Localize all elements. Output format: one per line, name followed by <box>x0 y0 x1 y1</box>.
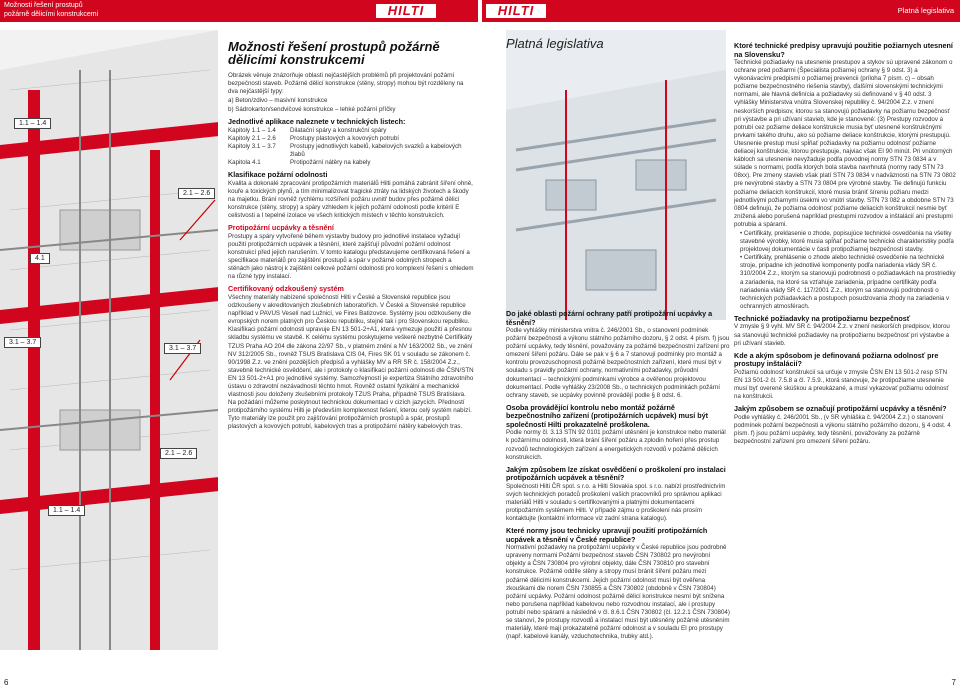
body-paragraph: Požiarnú odolnosť konštrukcií sa určuje v zmysle ČSN EN 13 501-2 resp STN EN 13 501-2 čl. 7.5.8 a čl. 7.5.9., ktorá stanovuje, že protipožiarne utesnenie musí byť overené skúškou a preukázané, a musí vykazovať požiarnu odolnosť na konštrukcii. <box>734 368 949 400</box>
page-number: 6 <box>4 678 9 687</box>
body-paragraph: Podle normy čl. 3.13 STN 92 0101 požární utěsnění je konstrukce nebo materiál k požárnímu odolnosti, která brání šíření požáru a zplodin hoření přes prostup rozvodů technologických zařízení a energetických rozvodů v požárně dělicích konstrukcích. <box>506 429 726 461</box>
page-number: 7 <box>951 678 956 687</box>
section-heading: Protipožární ucpávky a těsnění <box>228 223 334 233</box>
question-heading: Jakým způsobem lze získat osvědčení o proškolení pro instalaci protipožárních ucpávek a těsnění? <box>506 464 726 483</box>
section-heading: Klasifikace požární odolnosti <box>228 170 328 180</box>
body-paragraph: Společnosti Hilti ČR spol. s r.o. a Hilti Slovakia spol. s r.o. nabízí prostřednictvím svých technických poradců proškolení vašich pracovníků pro správnou aplikaci materiálů Hilti v souladu s certifikovanými a platnými dokumentacemi protipožárním systémem Hilti. V případě zájmu o proškolení nás prosím kontaktujte (kontaktní informace viz zadní strana katalogu). <box>506 482 726 523</box>
page-title: Možnosti řešení prostupů požárně dělicími konstrukcemi <box>228 39 440 67</box>
question-heading: Technické požiadavky na protipožiarnu bezpečnosť <box>734 313 911 323</box>
intro-paragraph: Obrázek věnuje znázorňuje oblasti nejčastějších problémů při projektování požární bezpečnosti staveb. Požárně dělicí konstrukce (stěny, stropy) mohou být rozděleny na dva nejčastější typy: <box>228 72 464 96</box>
question-heading: Do jaké oblasti požární ochrany patří protipožární ucpávky a těsnění? <box>506 309 713 327</box>
legislation-title: Platná legislativa <box>506 36 604 51</box>
chapter-row: Kapitoly 2.1 – 2.6 Prostupy plastových a kovových potrubí <box>228 135 400 143</box>
hilti-logo: HILTI <box>486 4 546 18</box>
question-heading: Jakým způsobem se označují protipožární ucpávky a těsnění? <box>734 404 947 414</box>
body-paragraph: Kvalita a dokonalé zpracování protipožárních materiálů Hilti pomáhá zabránit šíření ohně, kouře a toxických plynů, a tím minimalizovat tragické ztráty na lidských životech a škody na majetku. Brání rovněž rychlému rozšíření požáru uvnitř budov přes požárně dělicí konstrukce (stěny, stropy) a spáry vzhledem k jejich požární odolnosti podle kritérií E celistvosti a I tepelné izolace ve všech kritických místech v těchto konstrukcích. <box>228 179 473 220</box>
body-paragraph: Technické požiadavky na utesnenie prestupov a stykov sú upravené zákonom o ochrane pred požiarmi (Špecialista požiarnej ochrany § 9 odst. 3) a vykonávacími predpismi o požiarnej prevencii (príloha 7 písm. c) – obsah požiarne bezpečnostného riešenia stavby), ďalšími slovenskými technickými normami, ale hlavná definícia a požiadavky sú definované v § 40 odst. 3 vyhlášky Ministerstva vnútra Slovenskej republiky č. 94/2004 Z.z. v znení neskorších predpisov, ktorou sa stanovujú požiadavky na požiarnu bezpečnosť pri výstavbe a pri užívaní stavieb, kde je stanovené: (3) Prestupy rozvodov a potrubí cez požiarne deliace konštrukcie musia byť utesnené konštrukčnými prvkami takého druhu, ako sú požiarne deliace konštrukcie, ktorými prestupujú. Utesnenie prestup musí spĺňať požiadavky na požiarnu odolnosť požiarne deliacej konštrukcie, ktorou prestupuje, najviac však EI 90 minút. Pri vnútorných kábloch sa utesnenie nevyžaduje podľa povodnej normy STN 73 0834 a v súlade s normami, podľa ktorých bola stavba navrhnutá (normy rady STN 73 08xx). Pre zmeny stavieb však platí STN 73 0834 v nadväznosti na STN 73 0802 pre nevýrobné stavby a STN 73 0804 pre výrobné stavby. Tie definujú funkciu požiarne deliacich konštrukcií, ktoré musia brániť šíreniu požiaru medzi jednotlivými požiarnymi úsekmi vo vnútri stavby. STN 73 082 a obdobne STN 73 0804 definujú, že požiarna odolnosť požiarne deliacich konštrukcií nesmie byť znížená alebo porušená napríklad prestupmi rozvodov a inštalácií ani prestupmi potrubia a spárami. <box>734 59 956 228</box>
label-chapter: 3.1 – 3.7 <box>4 337 41 348</box>
label-chapter: 2.1 – 2.6 <box>160 448 197 459</box>
chapter-row: Kapitola 4.1 Protipožární nátěry na kabely <box>228 159 371 167</box>
label-chapter: 1.1 – 1.4 <box>14 118 51 129</box>
column-slovak <box>734 42 956 447</box>
body-paragraph: V zmysle § 9 vyhl. MV SR č. 94/2004 Z.z. v znení neskorších predpisov, ktorou sa stanovujú technické požiadavky na protipožiarnu bezpečnosť pri výstavbe a pri užívaní stavieb. <box>734 323 950 347</box>
section-heading: Certifikovaný odzkoušený systém <box>228 284 344 294</box>
column-intro <box>228 40 474 433</box>
body-paragraph: Podle vyhlášky ministerstva vnitra č. 246/2001 Sb., o stanovení podmínek požární bezpečnosti a výkonu státního požárního dozoru, § 2 odst. 4 písm. f) jsou požární ucpávky, tedy těsnění, považovány za požárně bezpečnostní zařízení pro omezení šíření požáru. Dále se pak v § 6 a 7 stanovují podmínky pro montáž a kontrolu provozuschopnosti požárně bezpečnostních zařízení, které musí být v souladu s pravidly požární ochrany, normativními požadavky, průvodní dokumentací – technickými podmínkami výrobce a ověřenou projektovou dokumentací. Podle vyhlášky 23/2008 Sb., o technických podmínkách požární ochrany staveb, se ucpávky povinně provádějí podle § 8 odst. 6. <box>506 327 730 399</box>
header-bar-right <box>482 0 960 22</box>
hilti-logo: HILTI <box>376 4 436 18</box>
label-chapter: 3.1 – 3.7 <box>164 343 201 354</box>
header-section-title: Možnosti řešení prostupů požárně dělicími konstrukcemi <box>4 2 99 18</box>
section-heading: Jednotlivé aplikace naleznete v technických listech: <box>228 117 406 127</box>
body-paragraph: Všechny materiály nabízené společností Hilti v České a Slovenské republice jsou odzkoušeny v akreditovaných zkušebních laboratořích. V České a Slovenské republice například v PAVUS Veselí nad Lužnicí, ve Fires Batizovce. Systémy jsou odzkoušeny dle evropských norem platných pro Českou republiku, stejně tak i pro Slovenskou republiku. Klasifikaci požární odolnosti upravuje EN 13 501-2+A1, která vymezuje použití a přesnou skladbu systému ve stavbě. K celému systému poskytujeme veškeré nezbytné Certifikáty TZUS Praha AO 204 dle zákona 22/97 Sb., v platném znění a NV 163/2002 Sb., ve znění NV 312/2005 Sb., rovněž TSUS Bratislava CIS 04, Fires SK 01 v souladu se zákonem č. 90/1998 Z.z. ve znění pozdějších předpisů a vyhlášky MV a RR SR č. 158/2004 Z.z., stavebně technické osvědčení, ale i protokoly o klasifikaci požární odolnosti dle ČSN/STN EN 13 501-2+A1 pro jednotlivé systémy. Samozřejmostí je expertiza Státního zdravotního ústavu o zdravotní nezávadnosti těchto hmot. Rovněž ostatní fyzikální a mechanické vlastnosti jsou doloženy zkušebními protokoly TZUS Praha, případně TSUS Bratislava. Na požádání můžeme poskytnout technickou dokumentaci v cizích jazycích. Předností protipožárního systému Hilti je především komplexnost řešení, kterou celý systém nabízí. Tyto materiály lze použít pro zajišťování protipožárních prostupů a spár, prostupů plastových a kovových potrubí, kabelových tras a protipožární nátěry kabelových tras. <box>228 293 474 431</box>
question-heading: Které normy jsou technicky upravují použití protipožárních ucpávek a těsnění v České republice? <box>506 526 708 544</box>
body-paragraph: Podle vyhlášky č. 246/2001 Sb., (v SR vyhláška č. 94/2004 Z.z.) o stanovení podmínek požární bezpečnosti a výkonu státního požárního dozoru, § 4 odst. 4 písm. f) jsou požární ucpávky, tedy těsnění, považovány za požárně bezpečnostní zařízení pro omezení šíření požáru. <box>734 413 951 445</box>
label-chapter: 4.1 <box>30 253 50 264</box>
list-item: • Certifikáty, preklasenie o zhode, popisujúce technické osvedčenia na všetky stavebné výrobky, ktoré musia spĺňať požiarne technické charakteristiky podľa projektovej dokumentácie v časti protipožiarnej bezpečnosti stavby. <box>740 230 956 254</box>
column-legislation <box>506 306 730 642</box>
header-right-title: Platná legislativa <box>897 6 954 15</box>
label-chapter: 1.1 – 1.4 <box>48 505 85 516</box>
question-heading: Ktoré technické predpisy upravujú použitie požiarnych utesnení na Slovensku? <box>734 41 953 59</box>
question-heading: Kde a akým spôsobom je definovaná požiarna odolnosť pre prostupy inštalácií? <box>734 350 939 369</box>
chapter-row: Kapitoly 3.1 – 3.7 Prostupy jednotlivých kabelů, kabelových svazků a kabelových žlabů <box>228 143 462 159</box>
list-item: • Certifikáty, prehlásenie o zhode alebo technické osvedčenie na technické stroje, prípadne ich jednotlivé komponenty podľa nariadenia vlády SR č. 310/2004 Z.z., ktorým sa stanovujú podrobnosti o požiadavkách na prostriedky a zariadenia, na ktoré sa vzťahuje zariadenia, prípadne certifikáty podľa nariadenia vlády SR č. 117/2001 Z.z., ktorým sa stanovujú podrobnosti o technických požiadavkách a postupoch posudzovania zhody na zariadenia v ochranných atmosférach. <box>740 254 956 311</box>
installation-illustration <box>506 30 726 320</box>
chapter-row: Kapitoly 1.1 – 1.4 Dilatační spáry a konstrukční spáry <box>228 126 387 134</box>
body-paragraph: Normativní požadavky na protipožární ucpávky v České republice jsou podrobně upraveny normami Požární bezpečnost staveb ČSN 730802 pro nevýrobní objekty a ČSN 730804 pro výrobní objekty, dále ČSN 730810 pro stavební konstrukce. Požárně oddíle stěny a stropy musí bránit šíření požáru mezi požárně dělicími konstrukcemi. Jejich požární odolnost musí být ověřena zkouškami dle norem ČSN 730855 a ČSN 730802 (obdobně v ČSN 730804) požární ucpávky. Požární odolnost požárně dělicí konstrukce nesmí být snížena nebo porušena například kabelovou nebo rozvodnou instalací, ale i prostupy potrubí nebo spárami a následně v čl. 8.6.1 ČSN 730802 (čl. 12.2.1 ČSN 730804) se stanoví, že prostupy rozvodů a instalací musí být utěsněny požárně utěsněním materiály, které mají prokazatelně požární odolnost a v souladu EI pro prostupy (např. kabelové kanály, vzduchotechnika, trubky atd.). <box>506 544 730 641</box>
body-paragraph: Prostupy a spáry vytvořené během výstavby budovy pro jednotlivé instalace vyžadují použití protipožárních ucpávek a těsnění, které zajišťují původní požární odolnost konstrukcí před jejich narušením. V tomto katalogu představujeme certifikovaná řešení a specifikace materiálů pro zajištění prostupů a spár v požárně odolných stropech a stěnách jako nástroj k zajištění celkové požární odolnosti pro komplexní řešení s ohledem na různé typy instalací. <box>228 232 474 281</box>
legislation-title-box <box>506 36 726 52</box>
question-heading: Osoba provádějící kontrolu nebo montáž požárně bezpečnostního zařízení (protipožárních ucpávek) musí být společností Hilti prokazatelně proškolena. <box>506 402 709 429</box>
label-chapter: 2.1 – 2.6 <box>178 188 215 199</box>
intro-item: a) Beton/zdivo – masivní konstrukce <box>228 97 328 105</box>
intro-item: b) Sádrokarton/sendvičové konstrukce – lehké požární příčky <box>228 106 396 114</box>
